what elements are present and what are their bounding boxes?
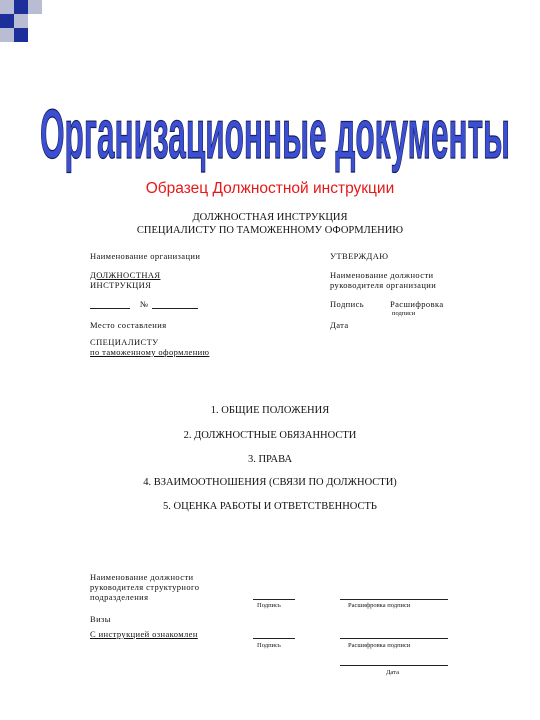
date-caption: Дата — [386, 669, 399, 676]
decoding-caption-2: Расшифровка подписи — [348, 642, 411, 649]
unit-head-line1: Наименование должности — [90, 572, 194, 582]
deco-square-blue-3 — [14, 28, 28, 42]
decoding-sub-label: подписи — [392, 310, 416, 317]
signature-caption-2: Подпись — [257, 642, 281, 649]
doc-heading-line1: ДОЛЖНОСТНАЯ ИНСТРУКЦИЯ — [192, 212, 348, 223]
org-name-label: Наименование организации — [90, 251, 201, 261]
deco-square-grey-3 — [14, 14, 28, 28]
date-blank-line — [90, 308, 130, 309]
visa-label: Визы — [90, 614, 111, 624]
section-heading-1: 1. ОБЩИЕ ПОЛОЖЕНИЯ — [210, 405, 330, 416]
head-title-line1: Наименование должности — [330, 270, 434, 280]
signature-line-2 — [253, 638, 295, 639]
section-heading-4: 4. ВЗАИМООТНОШЕНИЯ (СВЯЗИ ПО ДОЛЖНОСТИ) — [143, 477, 397, 488]
number-blank-line — [152, 308, 198, 309]
doc-type-line2: ИНСТРУКЦИЯ — [90, 280, 152, 290]
number-sign: № — [140, 299, 149, 309]
approved-label: УТВЕРЖДАЮ — [330, 251, 389, 261]
unit-head-line3: подразделения — [90, 592, 149, 602]
decoding-caption-1: Расшифровка подписи — [348, 602, 411, 609]
decoding-line-2 — [340, 638, 448, 639]
place-label: Место составления — [90, 320, 167, 330]
signature-caption-1: Подпись — [257, 602, 281, 609]
decoding-line-1 — [340, 599, 448, 600]
section-heading-2: 2. ДОЛЖНОСТНЫЕ ОБЯЗАННОСТИ — [183, 430, 357, 441]
signature-label: Подпись — [330, 299, 365, 309]
deco-square-blue-2 — [0, 14, 14, 28]
deco-square-grey-4 — [0, 28, 14, 42]
position-line1: СПЕЦИАЛИСТУ — [90, 337, 159, 347]
deco-square-grey-1 — [0, 0, 14, 14]
head-title-line2: руководителя организации — [330, 280, 437, 290]
section-heading-3: 3. ПРАВА — [247, 454, 293, 465]
deco-square-grey-2 — [28, 0, 42, 14]
decoding-label: Расшифровка — [390, 299, 444, 309]
slide-subtitle: Образец Должностной инструкции — [145, 180, 395, 197]
date-line — [340, 665, 448, 666]
slide-title-text: Организационные документы — [40, 95, 510, 173]
doc-type-line1: ДОЛЖНОСТНАЯ — [90, 270, 161, 280]
signature-line-1 — [253, 599, 295, 600]
unit-head-line2: руководителя структурного — [90, 582, 200, 592]
section-heading-5: 5. ОЦЕНКА РАБОТЫ И ОТВЕТСТВЕННОСТЬ — [163, 501, 377, 512]
deco-square-blue-1 — [14, 0, 28, 14]
doc-heading-line2: СПЕЦИАЛИСТУ ПО ТАМОЖЕННОМУ ОФОРМЛЕНИЮ — [136, 225, 404, 236]
slide-title — [30, 68, 520, 183]
position-line2: по таможенному оформлению — [90, 347, 210, 357]
acquainted-label: С инструкцией ознакомлен — [90, 629, 198, 639]
date-label: Дата — [330, 320, 349, 330]
